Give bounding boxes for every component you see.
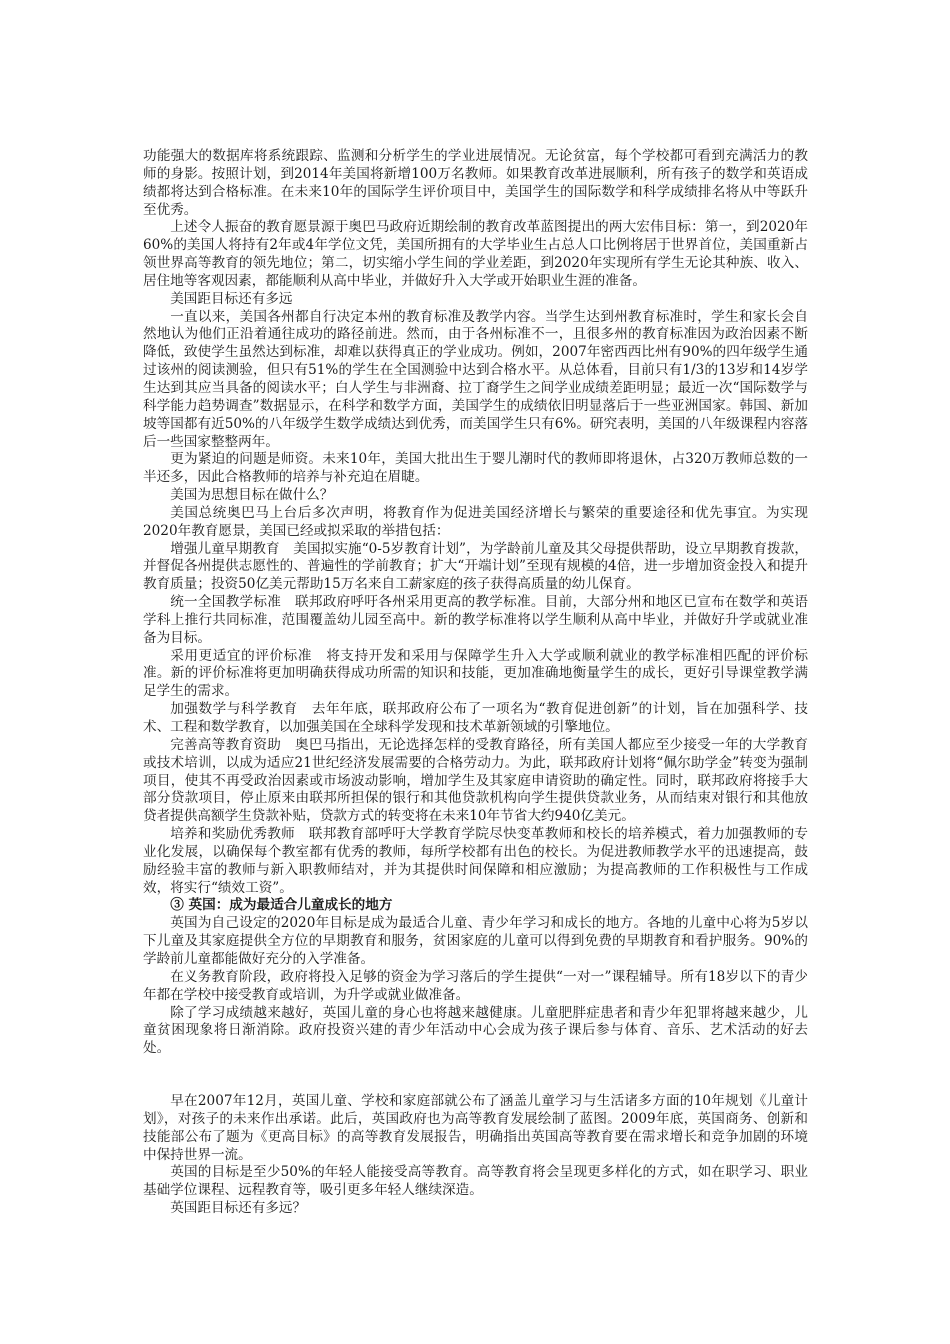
paragraph: 采用更适宜的评价标准 将支持开发和采用与保障学生升入大学或顺利就业的教学标准相匹配的评价标准。新的评价标准将更加明确获得成功所需的知识和技能，更加准确地衡量学生的成长，更好引导课堂教学满足学生的需求。: [143, 647, 808, 700]
section-heading: ③ 英国：成为最适合儿童成长的地方: [170, 897, 393, 914]
paragraph: 一直以来，美国各州都自行决定本州的教育标准及教学内容。当学生达到州教育标准时，学生和家长会自然地认为他们正沿着通往成功的路径前进。然而，由于各州标准不一，且很多州的教育标准因为政治因素不断降低，致使学生虽然达到标准，却难以获得真正的学业成功。例如，2007年密西西比州有90%的四年级学生通过该州的阅读测验，但只有51%的学生在全国测验中达到合格水平。从总体看，目前只有1/3的13岁和14岁学生达到其应当具备的阅读水平；白人学生与非洲裔、拉丁裔学生之间学业成绩差距明显；最近一次“国际数学与科学能力趋势调查”数据显示，在科学和数学方面，美国学生的成绩依旧明显落后于一些亚洲国家。韩国、新加坡等国都有近50%的八年级学生数学成绩达到优秀，而美国学生只有6%。研究表明，美国的八年级课程内容落后一些国家整整两年。: [143, 308, 808, 450]
paragraph: 早在2007年12月，英国儿童、学校和家庭部就公布了涵盖儿童学习与生活诸多方面的10年规划《儿童计划》，对孩子的未来作出承诺。此后，英国政府也为高等教育发展绘制了蓝图。2009年底，英国商务、创新和技能部公布了题为《更高目标》的高等教育发展报告，明确指出英国高等教育要在需求增长和竞争加剧的环境中保持世界一流。: [143, 1093, 808, 1163]
subheading: 英国距目标还有多远？: [170, 1200, 307, 1217]
document-body: [143, 148, 808, 1218]
paragraph: 更为紧迫的问题是师资。未来10年，美国大批出生于婴儿潮时代的教师即将退休，占320万教师总数的一半还多，因此合格教师的培养与补充迫在眉睫。: [143, 451, 808, 486]
paragraph: 增强儿童早期教育 美国拟实施“0-5岁教育计划”，为学龄前儿童及其父母提供帮助，设立早期教育拨款，并督促各州提供志愿性的、普遍性的学前教育；扩大“开端计划”至现有规模的4倍，进一步增加资金投入和提升教育质量；投资50亿美元帮助15万名来自工薪家庭的孩子获得高质量的幼儿保育。: [143, 540, 808, 593]
paragraph: 加强数学与科学教育 去年年底，联邦政府公布了一项名为“教育促进创新”的计划，旨在加强科学、技术、工程和数学教育，以加强美国在全球科学发现和技术革新领域的引擎地位。: [143, 701, 808, 735]
paragraph: 统一全国教学标准 联邦政府呼吁各州采用更高的教学标准。目前，大部分州和地区已宣布在数学和英语学科上推行共同标准，范围覆盖幼儿园至高中。新的教学标准将以学生顺利从高中毕业，并做好升学或就业准备为目标。: [143, 594, 808, 646]
paragraph: 美国总统奥巴马上台后多次声明，将教育作为促进美国经济增长与繁荣的重要途径和优先事宜。为实现2020年教育愿景，美国已经或拟采取的举措包括：: [143, 504, 808, 539]
subheading: 美国距目标还有多远: [170, 290, 293, 307]
paragraph: 除了学习成绩越来越好，英国儿童的身心也将越来越健康。儿童肥胖症患者和青少年犯罪将越来越少，儿童贫困现象将日渐消除。政府投资兴建的青少年活动中心会成为孩子课后参与体育、音乐、艺术活动的好去处。: [143, 1004, 808, 1057]
paragraph: 在义务教育阶段，政府将投入足够的资金为学习落后的学生提供“一对一”课程辅导。所有18岁以下的青少年都在学校中接受教育或培训，为升学或就业做准备。: [143, 968, 808, 1003]
subheading: 美国为思想目标在做什么？: [170, 487, 334, 504]
paragraph: 功能强大的数据库将系统跟踪、监测和分析学生的学业进展情况。无论贫富，每个学校都可看到充满活力的教师的身影。按照计划，到2014年美国将新增100万名教师。如果教育改革进展顺利，所有孩子的数学和英语成绩都将达到合格标准。在未来10年的国际学生评价项目中，美国学生的国际数学和科学成绩排名将从中等跃升至优秀。: [143, 148, 808, 218]
paragraph: 完善高等教育资助 奥巴马指出，无论选择怎样的受教育路径，所有美国人都应至少接受一年的大学教育或技术培训，以成为适应21世纪经济发展需要的合格劳动力。为此，联邦政府计划将“佩尔助学金”转变为强制项目，使其不再受政治因素或市场波动影响，增加学生及其家庭申请资助的确定性。同时，联邦政府将接手大部分贷款项目，停止原来由联邦所担保的银行和其他贷款机构向学生提供贷款业务，从而结束对银行和其他放贷者提供高额学生贷款补贴，贷款方式的转变将在未来10年节省大约940亿美元。: [143, 736, 808, 825]
paragraph: 培养和奖励优秀教师 联邦教育部呼吁大学教育学院尽快变革教师和校长的培养模式，着力加强教师的专业化发展，以确保每个教室都有优秀的教师，每所学校都有出色的校长。为促进教师教学水平的迅速提高，鼓励经验丰富的教师与新入职教师结对，并为其提供时间保障和相应激励；为提高教师的工作积极性与工作成效，将实行“绩效工资”。: [143, 826, 808, 896]
paragraph: 英国的目标是至少50%的年轻人能接受高等教育。高等教育将会呈现更多样化的方式，如在职学习、职业基础学位课程、远程教育等，吸引更多年轻人继续深造。: [143, 1164, 808, 1199]
spacer: [143, 1058, 808, 1093]
paragraph: 上述令人振奋的教育愿景源于奥巴马政府近期绘制的教育改革蓝图提出的两大宏伟目标：第一，到2020年60%的美国人将持有2年或4年学位文凭，美国所拥有的大学毕业生占总人口比例将居于世界首位，美国重新占领世界高等教育的领先地位；第二，切实缩小学生间的学业差距，到2020年实现所有学生无论其种族、收入、居住地等客观因素，都能顺利从高中毕业，并做好升入大学或开始职业生涯的准备。: [143, 219, 808, 289]
paragraph: 英国为自己设定的2020年目标是成为最适合儿童、青少年学习和成长的地方。各地的儿童中心将为5岁以下儿童及其家庭提供全方位的早期教育和服务，贫困家庭的儿童可以得到免费的早期教育和看护服务。90%的学龄前儿童都能做好充分的入学准备。: [143, 915, 808, 967]
